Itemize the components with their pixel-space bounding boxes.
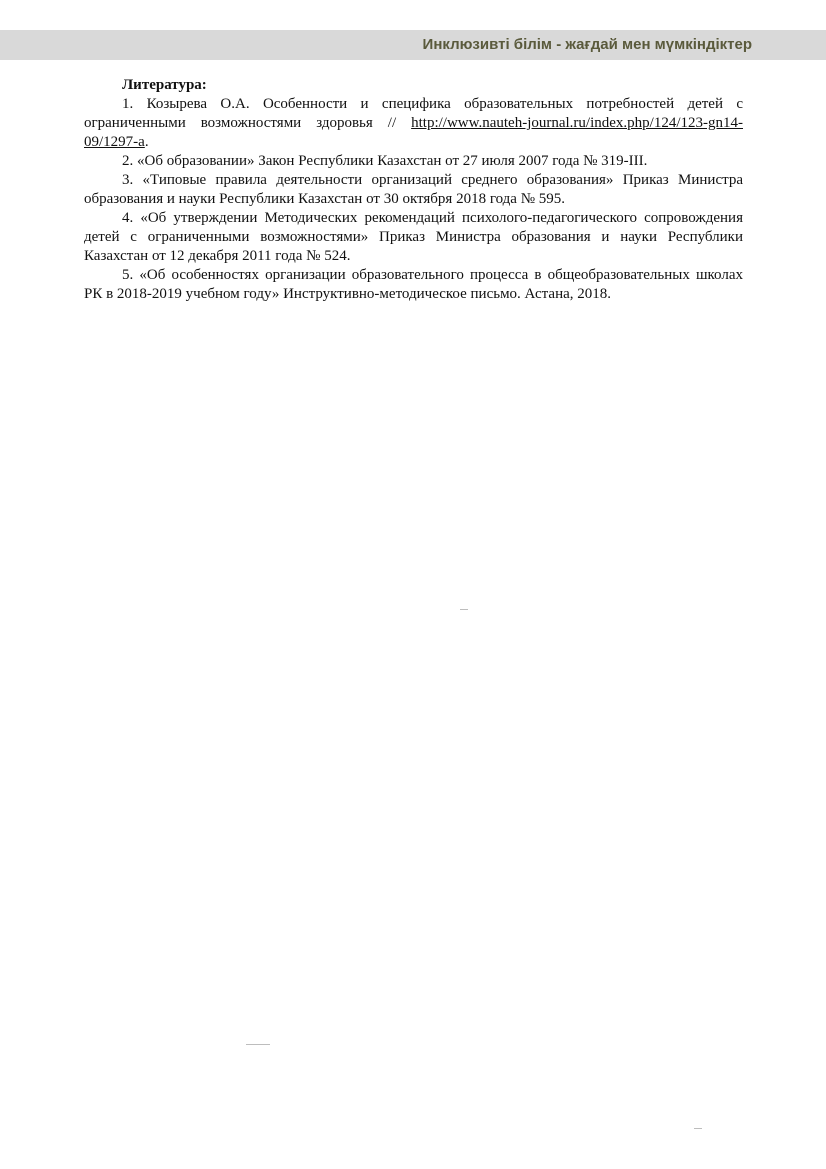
- reference-item-5: 5. «Об особенностях организации образовательного процесса в общеобразовательных школах РК в 2018-2019 учебном году» Инструктивно-методическое письмо. Астана, 2018.: [84, 267, 743, 302]
- reference-item-3: 3. «Типовые правила деятельности организаций среднего образования» Приказ Министра образования и науки Республики Казахстан от 30 октября 2018 года № 595.: [84, 172, 743, 207]
- reference-link[interactable]: http://www.nauteh-journal.ru/index.php/124/123-gn14-09/1297-a: [84, 115, 743, 150]
- literature-heading: Литература:: [122, 77, 207, 93]
- reference-tail: .: [144, 134, 149, 150]
- scan-speck: [694, 1128, 702, 1129]
- running-header-title: Инклюзивті білім - жағдай мен мүмкіндіктер: [422, 36, 752, 53]
- scan-speck: [460, 609, 468, 610]
- reference-text: 1. Козырева О.А. Особенности и специфика образовательных потребностей детей с ограниченными возможностями здоровья //: [84, 96, 743, 131]
- running-header: [0, 30, 826, 60]
- reference-item-2: 2. «Об образовании» Закон Республики Казахстан от 27 июля 2007 года № 319-III.: [122, 153, 648, 169]
- scan-speck: [246, 1044, 270, 1045]
- literature-section: [84, 76, 743, 304]
- reference-item-4: 4. «Об утверждении Методических рекомендаций психолого-педагогического сопровождения детей с ограниченными возможностями» Приказ Министра образования и науки Республики Казахстан от 12 декабря 2011 года № 524.: [84, 210, 743, 264]
- reference-item-1: [84, 95, 743, 152]
